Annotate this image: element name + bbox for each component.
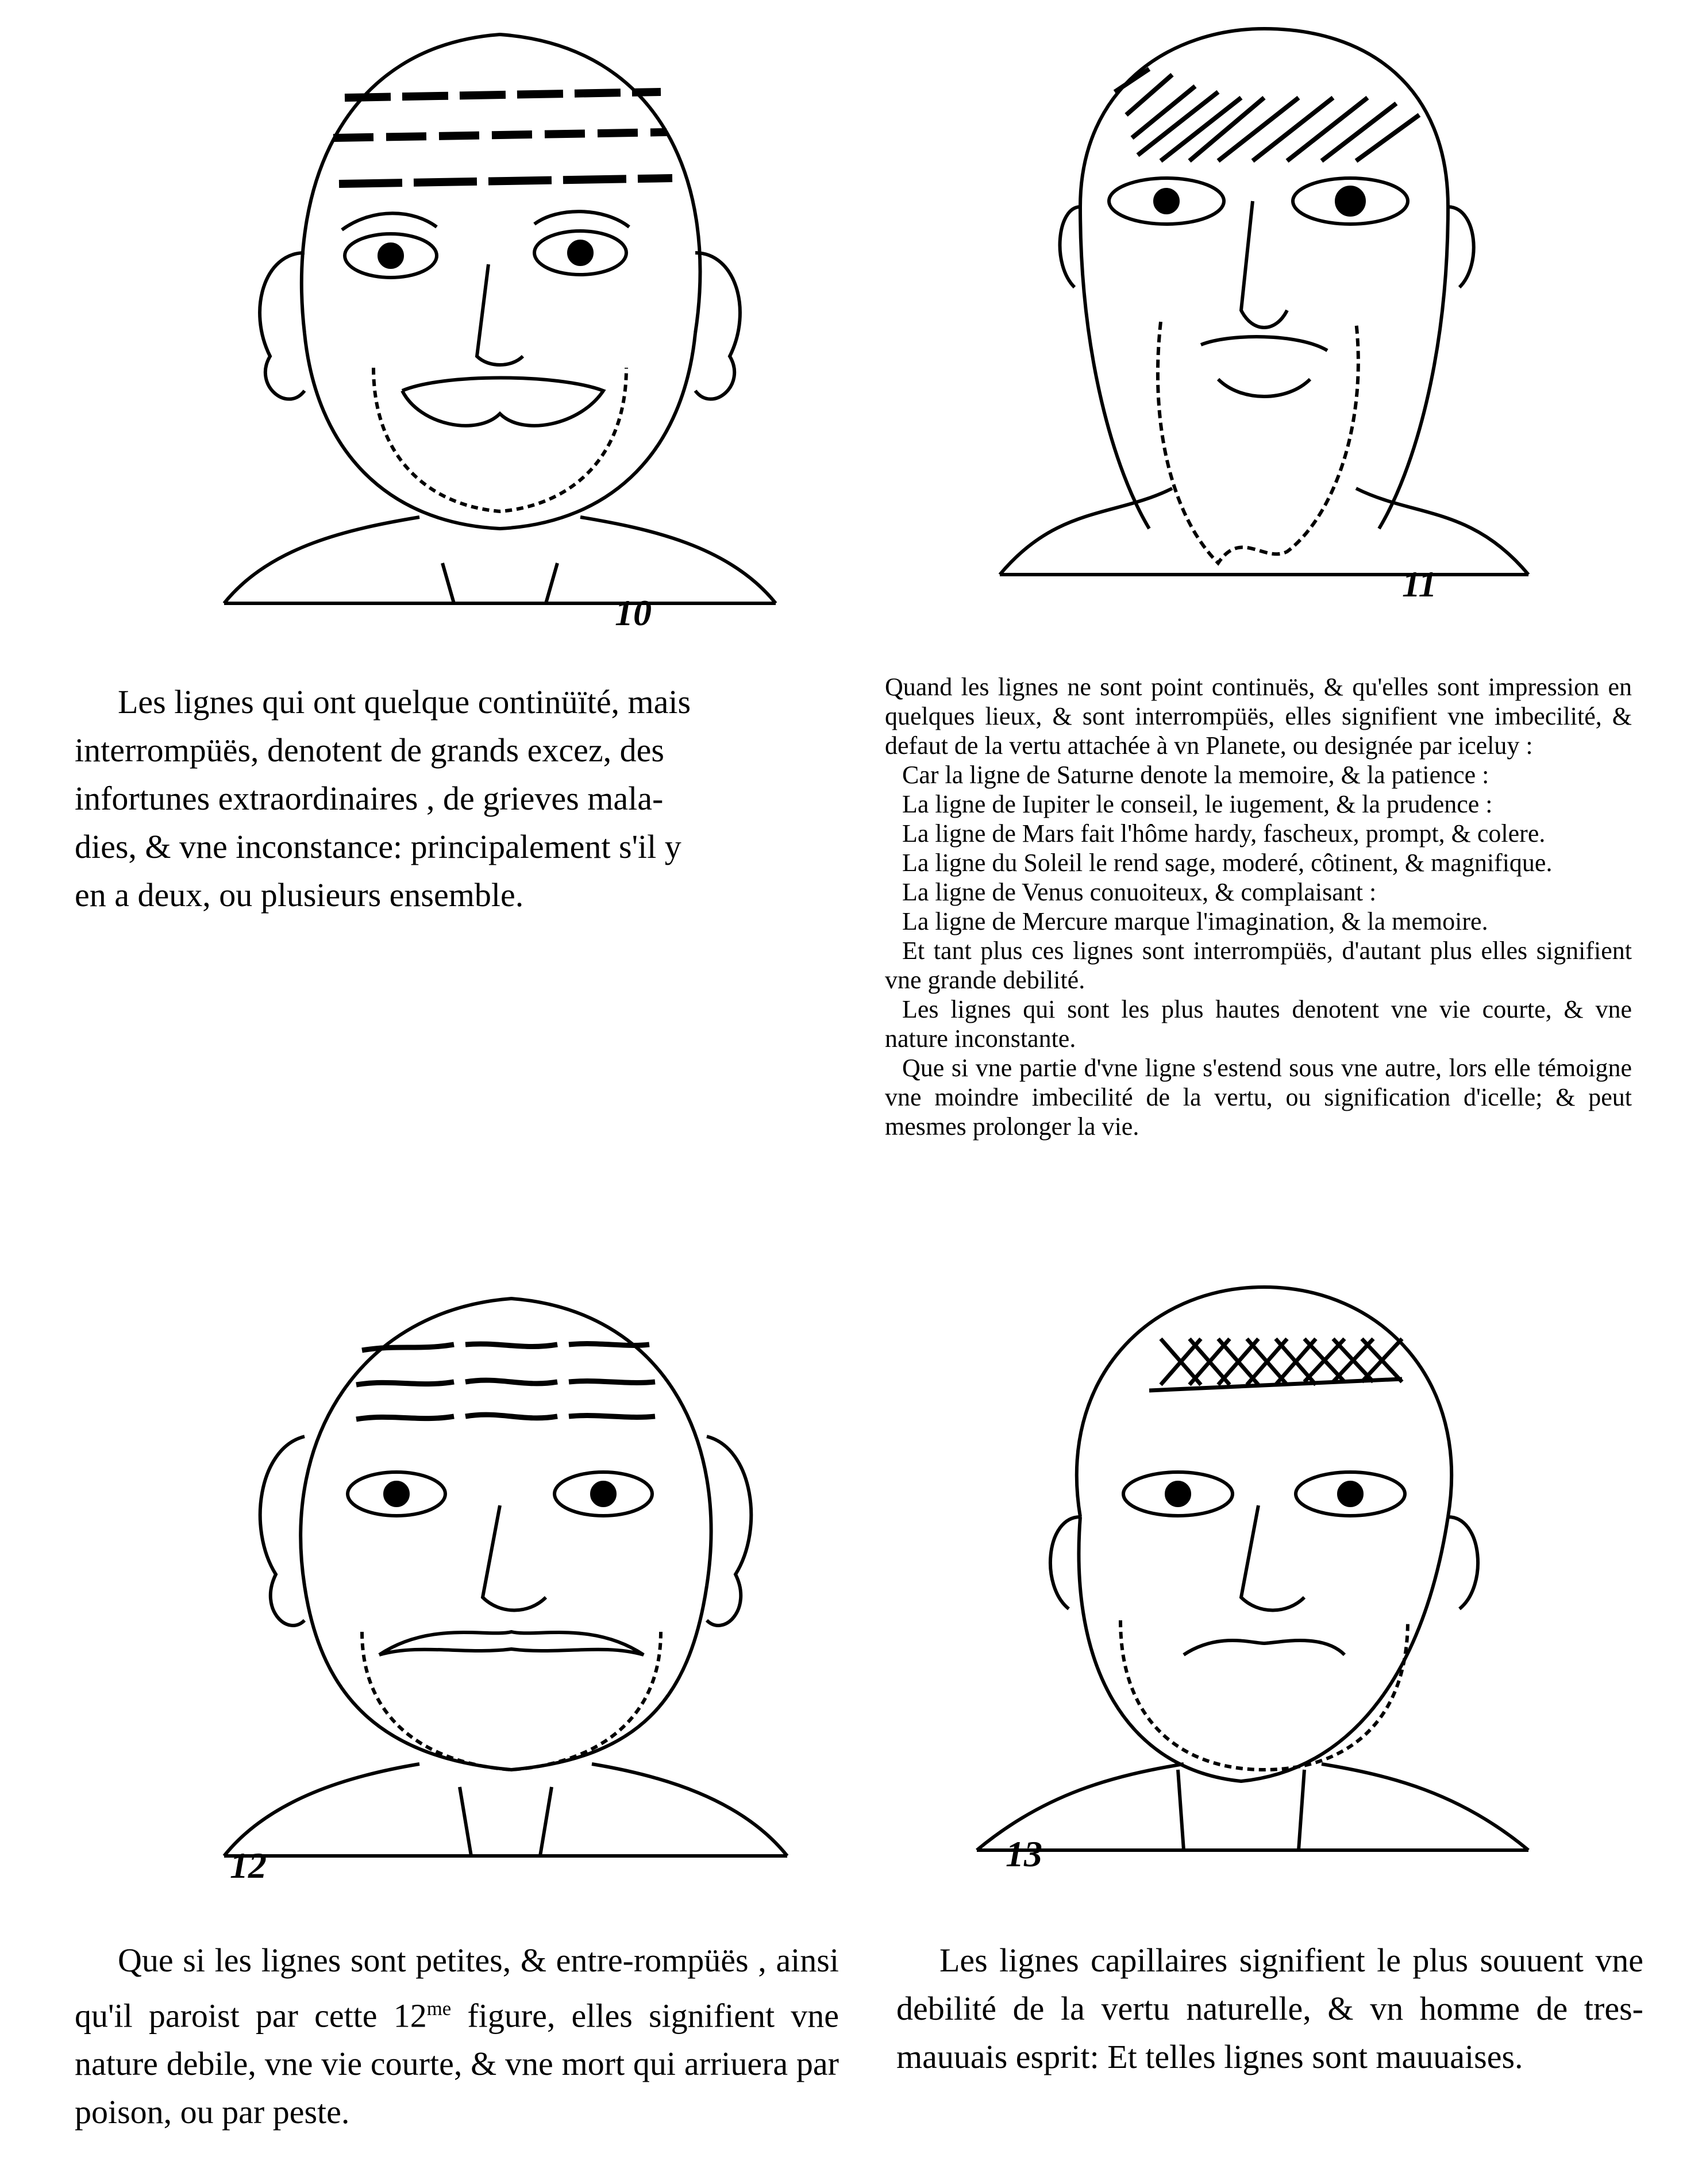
- bald-face-icon: [931, 1264, 1620, 1896]
- text-paragraph: Quand les lignes ne sont point continuës, & qu'elles sont impression en quelques lieux, & sont interrompüës, elles signifient vne imbecilité, & defaut de la vertu attachée à vn Planete, ou designée par iceluy :: [885, 673, 1632, 760]
- text-figure-12: [75, 1936, 839, 2136]
- text-paragraph: [75, 1936, 839, 2136]
- figure-number: 11: [1402, 564, 1437, 604]
- text-figure-11: [885, 672, 1632, 1141]
- ordinal-superscript: me: [426, 1997, 452, 2020]
- text-line: Les lignes qui ont quelque continüïté, mais: [118, 683, 691, 721]
- text-span: figure, elles signifient vne nature debile, vne vie courte, & vne mort qui arriuera par poison, ou par peste.: [75, 1997, 839, 2131]
- text-figure-13: [896, 1936, 1643, 2081]
- balding-face-icon: [190, 1264, 879, 1896]
- bald-bearded-face-icon: [201, 11, 891, 644]
- figure-11-illustration: [942, 11, 1632, 644]
- text-paragraph: Que si vne partie d'vne ligne s'estend sous vne autre, lors elle témoigne vne moindre imbecilité de la vertu, ou signification d'icelle; & peut mesmes prolonger la vie.: [885, 1054, 1632, 1141]
- text-line: infortunes extraordinaires , de grieves mala-: [75, 780, 664, 817]
- text-line: interrompüës, denotent de grands excez, des: [75, 731, 664, 769]
- text-figure-10: [75, 678, 822, 919]
- text-paragraph: La ligne de Mars fait l'hôme hardy, fascheux, prompt, & colere.: [902, 819, 1546, 848]
- figure-number: 12: [230, 1845, 267, 1886]
- figure-number: 10: [615, 592, 652, 633]
- text-paragraph: Les lignes qui sont les plus hautes denotent vne vie courte, & vne nature inconstante.: [885, 995, 1632, 1053]
- text-paragraph: La ligne de Iupiter le conseil, le iugement, & la prudence :: [902, 790, 1493, 818]
- text-line: dies, & vne inconstance: principalement s'il y: [75, 828, 681, 865]
- figure-number: 13: [1006, 1834, 1042, 1874]
- text-line: en a deux, ou plusieurs ensemble.: [75, 876, 524, 914]
- figure-10-illustration: [201, 11, 891, 644]
- figure-12-illustration: [190, 1264, 879, 1896]
- text-paragraph: La ligne du Soleil le rend sage, moderé, côtinent, & magnifique.: [902, 849, 1553, 877]
- bald-bearded-face-icon: [942, 11, 1632, 644]
- text-paragraph: La ligne de Venus conuoiteux, & complaisant :: [902, 878, 1377, 906]
- figure-13-illustration: [931, 1264, 1620, 1896]
- text-span: Que si les lignes sont petites, & entre-rompüës , ainsi qu'il paroist par cette 12: [75, 1942, 839, 2035]
- text-paragraph: La ligne de Mercure marque l'imagination, & la memoire.: [902, 907, 1488, 935]
- text-paragraph: Les lignes capillaires signifient le plus souuent vne debilité de la vertu naturelle, & vn homme de tres-mauuais esprit: Et telles lignes sont mauuaises.: [896, 1942, 1643, 2075]
- text-paragraph: Et tant plus ces lignes sont interrompüës, d'autant plus elles signifient vne grande debilité.: [885, 937, 1632, 994]
- text-paragraph: Car la ligne de Saturne denote la memoire, & la patience :: [902, 761, 1489, 789]
